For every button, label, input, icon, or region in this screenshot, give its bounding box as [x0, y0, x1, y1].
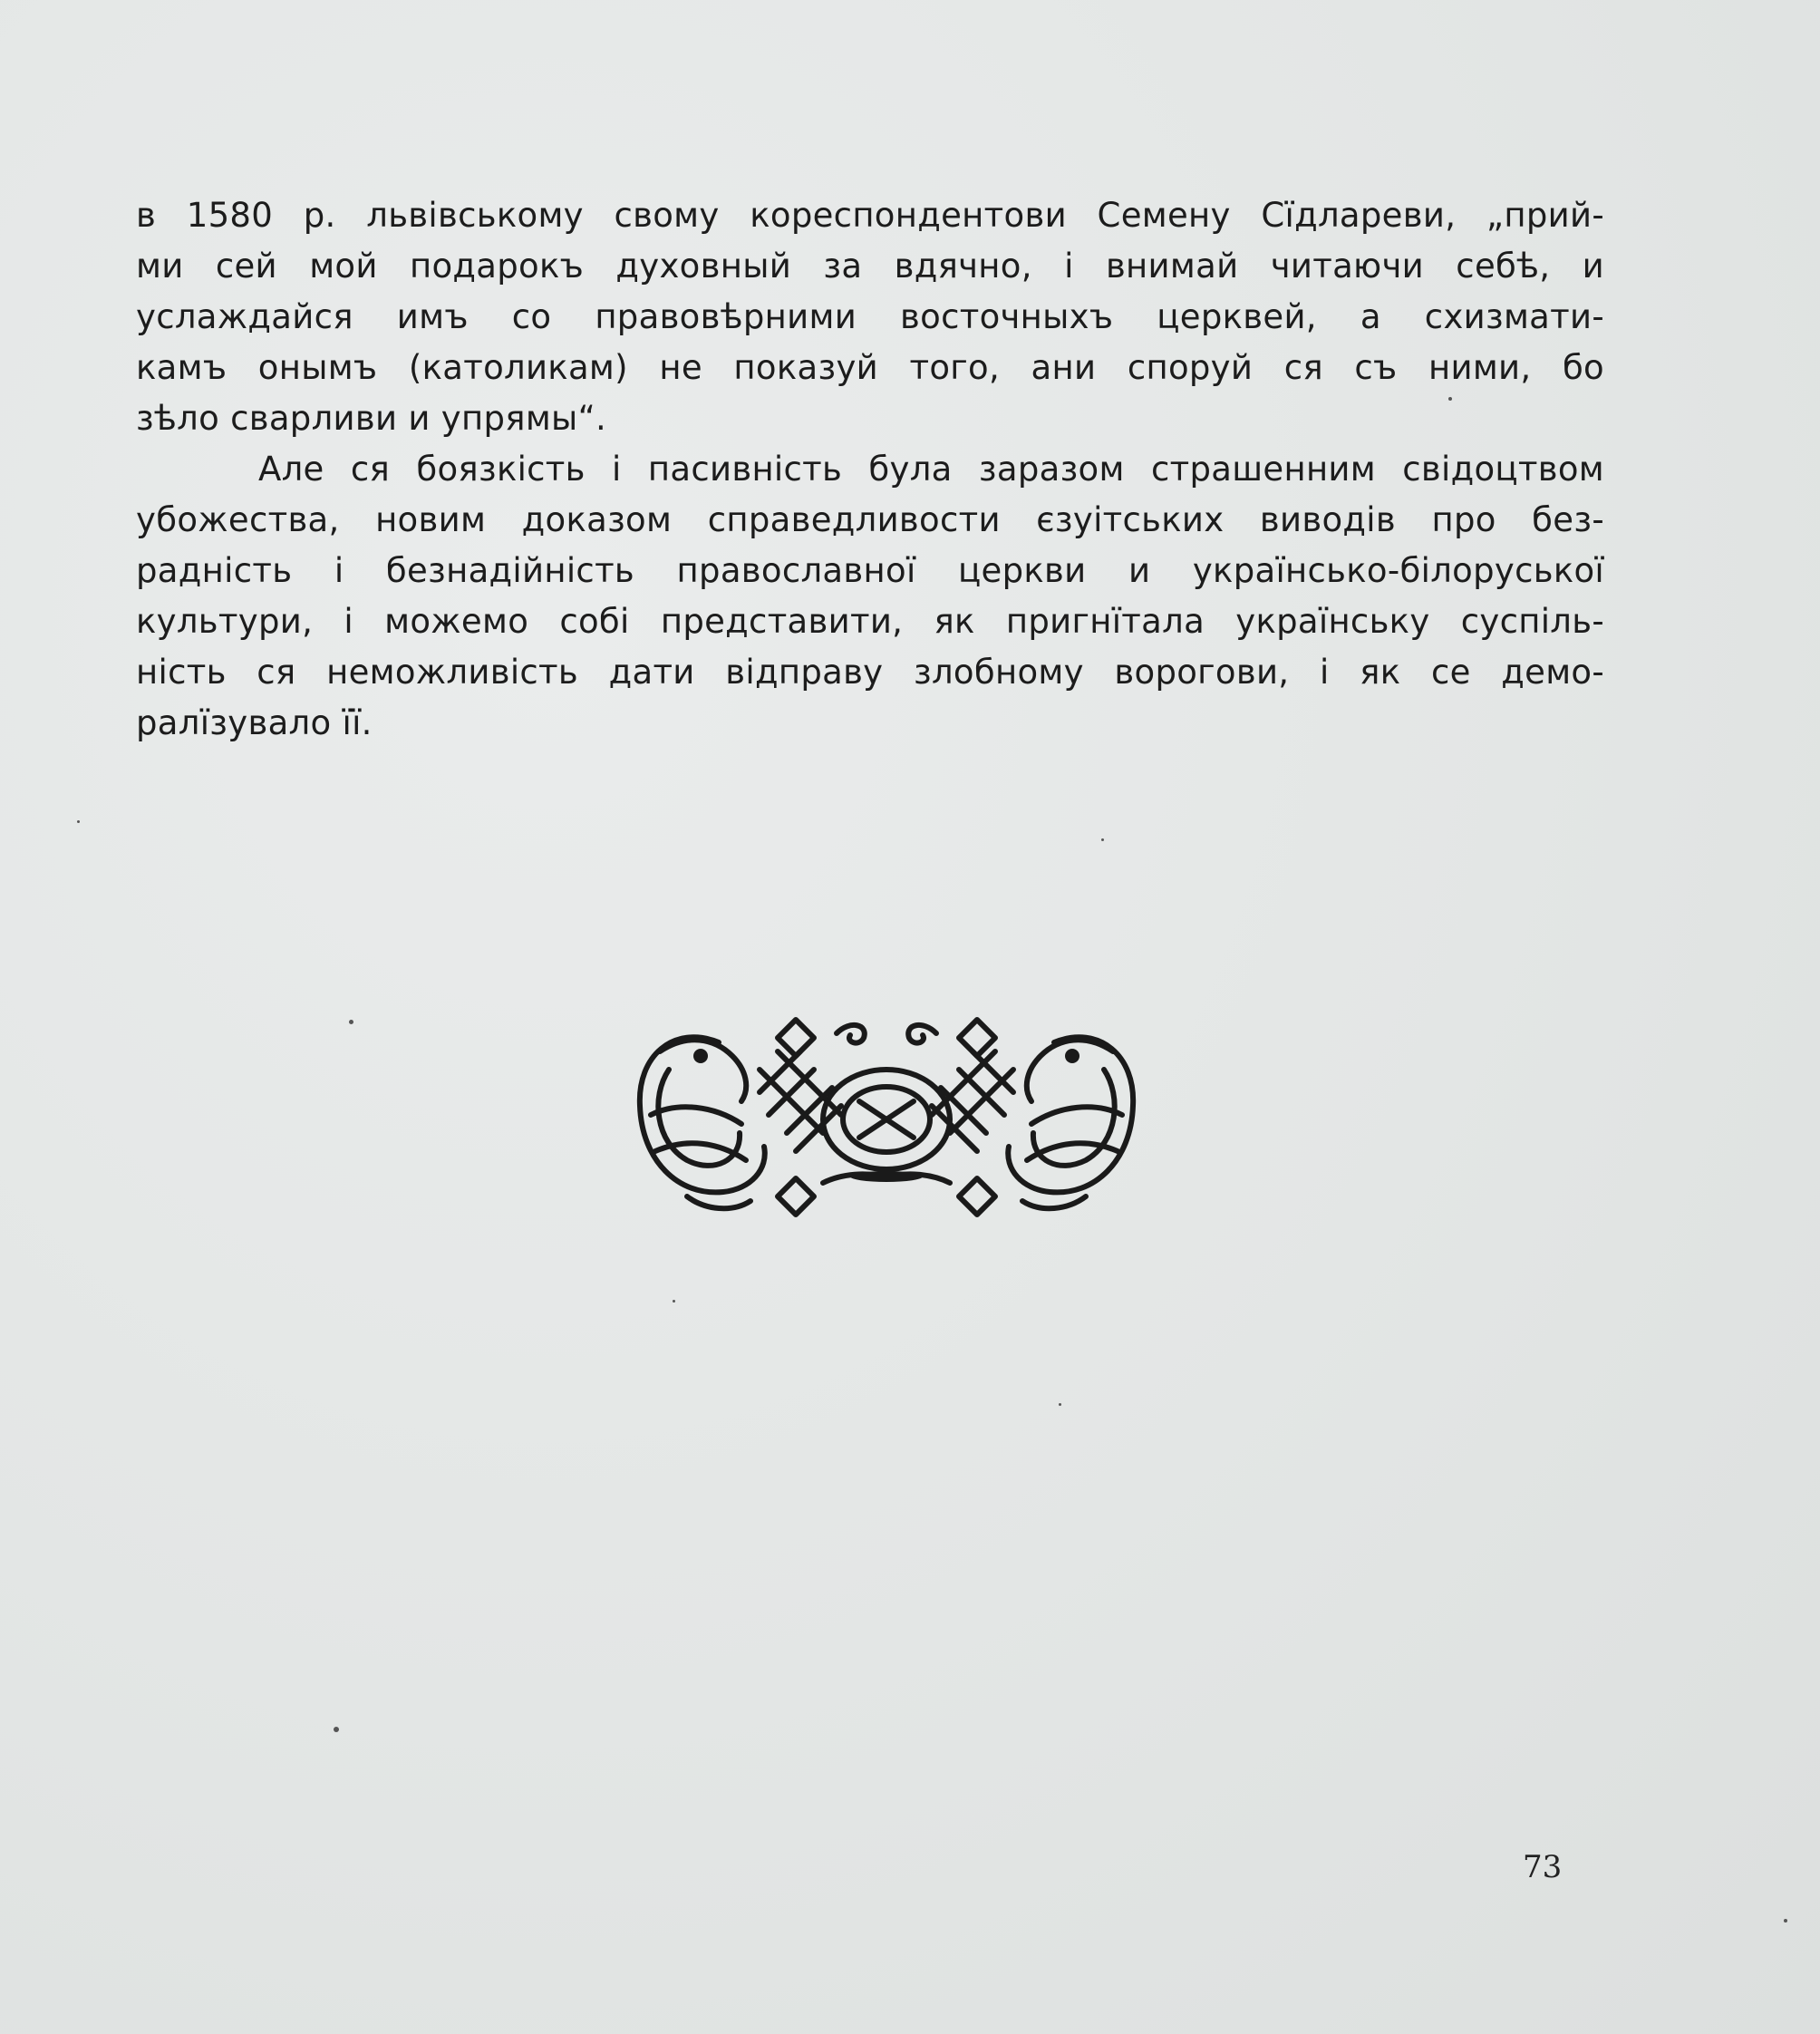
paper-speck: [349, 1020, 353, 1024]
body-text: [136, 190, 1604, 749]
page-number: 73: [1523, 1849, 1563, 1885]
paper-speck: [1448, 397, 1452, 401]
text-line: культури, і можемо собі представити, як пригнїтала українську суспіль-: [136, 602, 1604, 641]
paragraph-2: [136, 444, 1604, 749]
paper-speck: [1059, 1403, 1061, 1406]
text-line: ми сей мой подарокъ духовный за вдячно, і внимай читаючи себѣ, и: [136, 247, 1604, 286]
paragraph-1: [136, 190, 1604, 444]
paper-speck: [1101, 838, 1104, 841]
text-line: услаждайся имъ со правовѣрними восточныхъ церквей, а схизмати-: [136, 297, 1604, 336]
text-line: убожества, новим доказом справедливости єзуітських виводів про без-: [136, 500, 1604, 539]
text-line: зѣло сварливи и упрямы“.: [136, 399, 607, 438]
paper-speck: [1784, 1919, 1787, 1923]
paper-speck: [77, 820, 80, 823]
text-line: радність і безнадійність православної церкви и українсько-білоруської: [136, 551, 1604, 590]
text-line: камъ онымъ (католикам) не показуй того, ани споруй ся съ ними, бо: [136, 348, 1604, 387]
text-line: в 1580 р. львівському свому кореспондентови Семену Сїдлареви, „прий-: [136, 196, 1604, 235]
paper-speck: [334, 1727, 339, 1732]
text-line: Але ся боязкість і пасивність була заразом страшенним свідоцтвом: [258, 450, 1604, 489]
text-line: ралїзувало її.: [136, 703, 373, 742]
paper-speck: [673, 1300, 675, 1303]
interlace-knot-ornament-icon: [633, 1015, 1140, 1219]
text-line: ність ся неможливість дати відправу злобному ворогови, і як се демо-: [136, 653, 1604, 692]
